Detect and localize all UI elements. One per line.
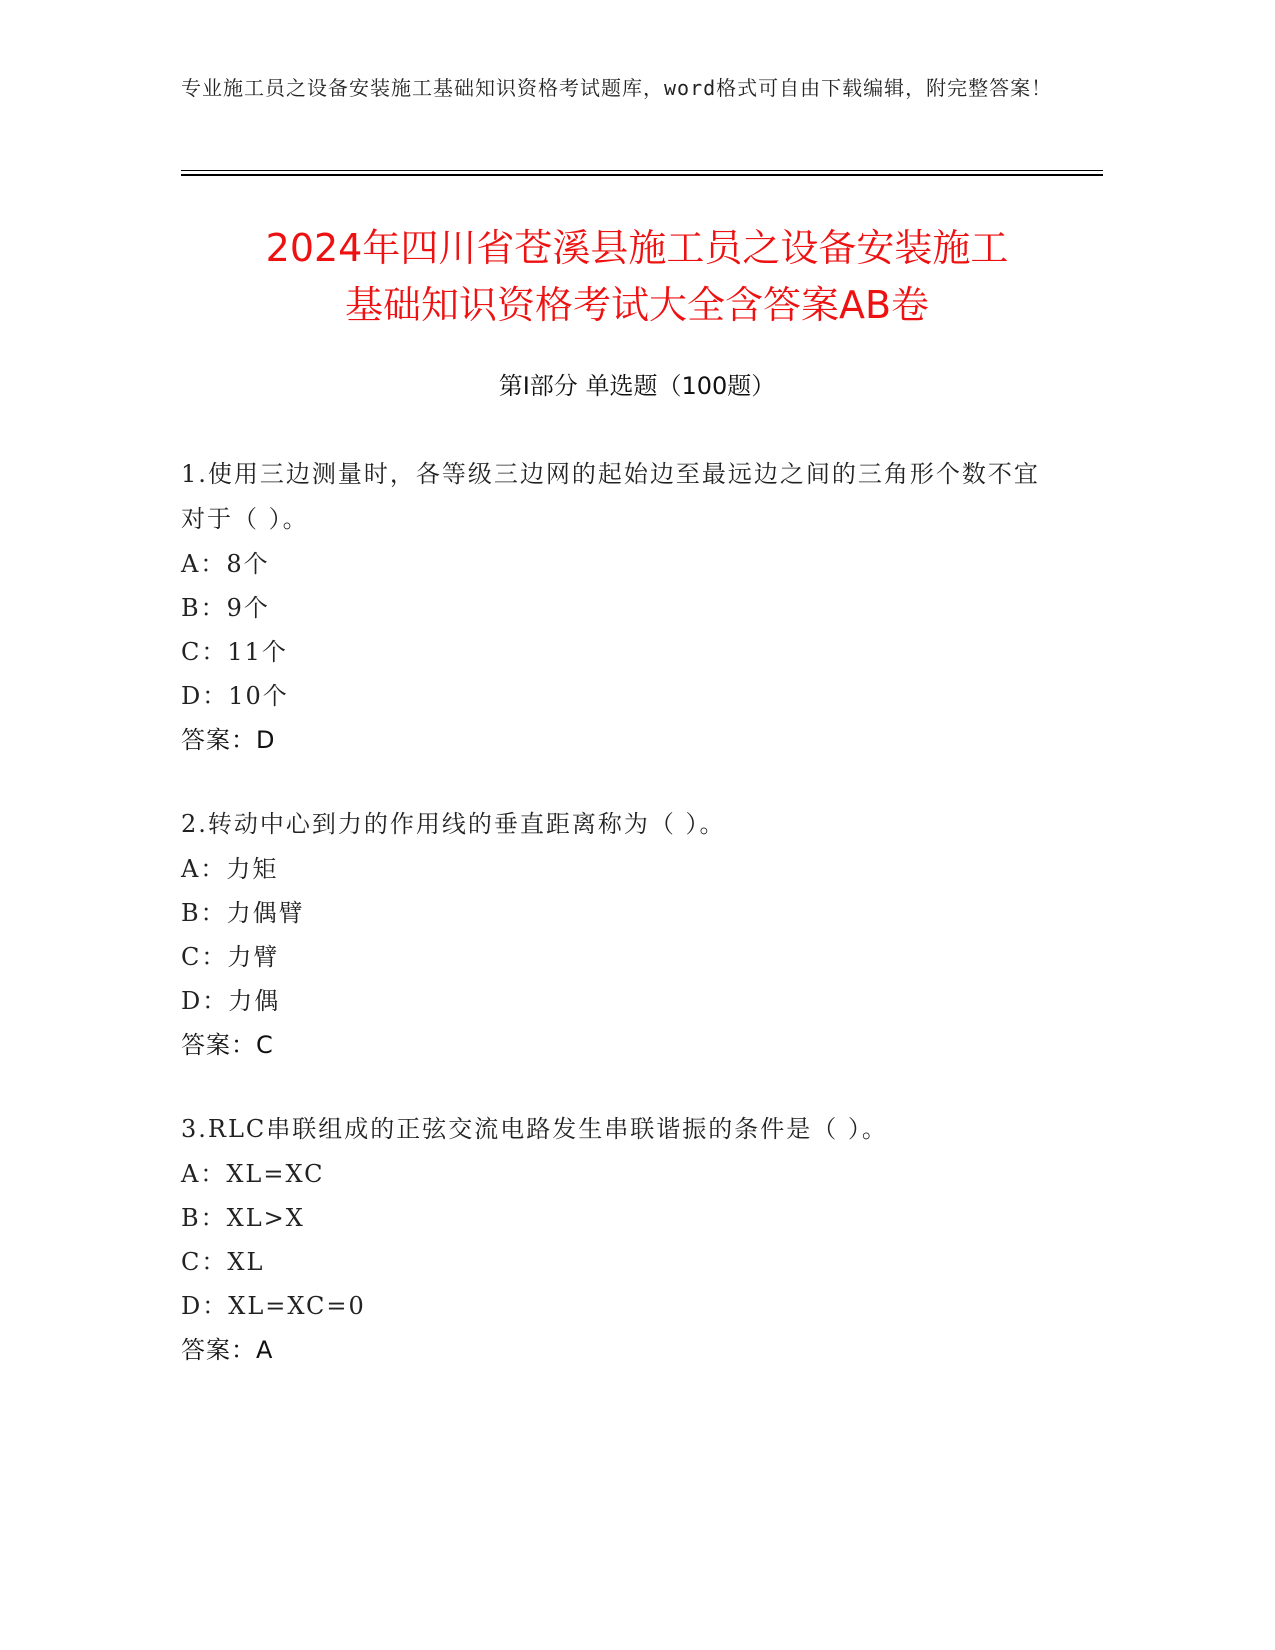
header-note: 专业施工员之设备安装施工基础知识资格考试题库，word格式可自由下载编辑，附完整答案！ [181,76,1053,100]
answer: 答案：D [181,726,276,754]
option-d: D：10个 [181,682,289,710]
page-title-line-2: 基础知识资格考试大全含答案AB卷 [344,283,930,327]
header-divider-thin [181,170,1103,171]
section-heading: 第Ⅰ部分 单选题（100题） [498,372,776,400]
answer: 答案：A [181,1336,274,1364]
page-title-line-1: 2024年四川省苍溪县施工员之设备安装施工 [265,226,1009,270]
answer: 答案：C [181,1031,274,1059]
question-2 [181,802,1041,1067]
header-divider-thick [181,174,1103,176]
option-b: B：力偶臂 [181,899,305,927]
option-d: D：力偶 [181,987,281,1015]
option-d: D：XL=XC=0 [181,1292,366,1320]
option-c: C：XL [181,1248,265,1276]
option-b: B：XL>X [181,1204,305,1232]
option-a: A：力矩 [181,855,279,883]
question-3 [181,1107,1041,1372]
question-stem: 3.RLC串联组成的正弦交流电路发生串联谐振的条件是（ ）。 [181,1115,888,1143]
option-a: A：8个 [181,550,270,578]
question-stem: 2.转动中心到力的作用线的垂直距离称为（ ）。 [181,810,726,838]
question-1 [181,452,1041,762]
page-title [137,220,1137,334]
option-b: B：9个 [181,594,270,622]
question-stem: 1.使用三边测量时，各等级三边网的起始边至最远边之间的三角形个数不宜对于（ ）。 [181,460,1040,533]
option-a: A：XL=XC [181,1160,325,1188]
option-c: C：11个 [181,638,288,666]
option-c: C：力臂 [181,943,280,971]
